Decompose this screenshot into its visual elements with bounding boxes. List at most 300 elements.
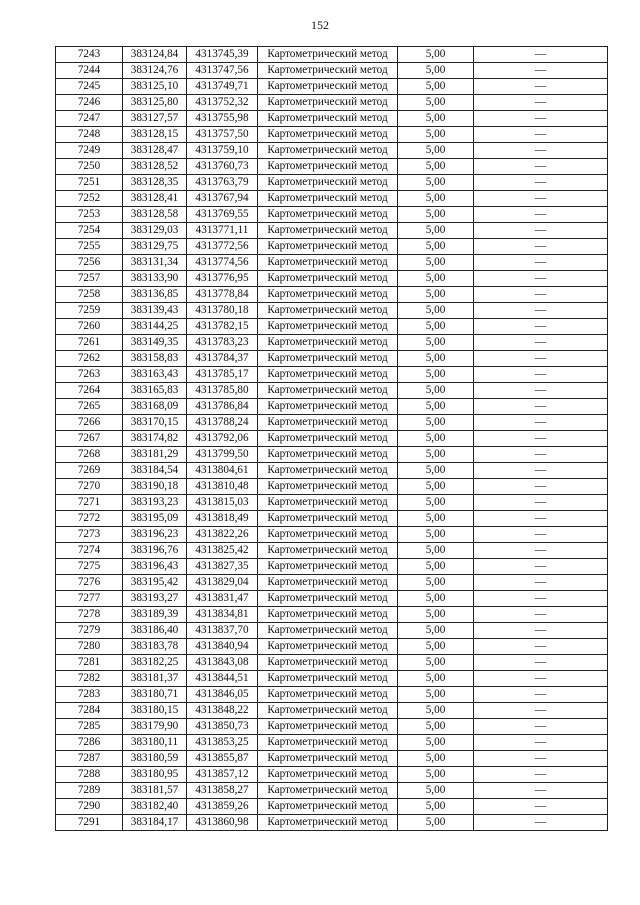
- x-coordinate-cell: 383128,35: [123, 175, 187, 191]
- note-cell: —: [474, 799, 608, 815]
- table-row: [56, 383, 608, 399]
- point-number-cell: 7260: [56, 319, 123, 335]
- x-coordinate-cell: 383136,85: [123, 287, 187, 303]
- note-cell: —: [474, 47, 608, 63]
- x-coordinate-cell: 383128,47: [123, 143, 187, 159]
- note-cell: —: [474, 255, 608, 271]
- note-cell: —: [474, 735, 608, 751]
- note-cell: —: [474, 63, 608, 79]
- y-coordinate-cell: 4313792,06: [187, 431, 258, 447]
- table-row: [56, 95, 608, 111]
- accuracy-cell: 5,00: [398, 463, 474, 479]
- y-coordinate-cell: 4313810,48: [187, 479, 258, 495]
- point-number-cell: 7248: [56, 127, 123, 143]
- method-cell: Картометрический метод: [258, 367, 398, 383]
- x-coordinate-cell: 383133,90: [123, 271, 187, 287]
- x-coordinate-cell: 383163,43: [123, 367, 187, 383]
- y-coordinate-cell: 4313745,39: [187, 47, 258, 63]
- x-coordinate-cell: 383168,09: [123, 399, 187, 415]
- point-number-cell: 7277: [56, 591, 123, 607]
- note-cell: —: [474, 287, 608, 303]
- method-cell: Картометрический метод: [258, 511, 398, 527]
- x-coordinate-cell: 383125,10: [123, 79, 187, 95]
- accuracy-cell: 5,00: [398, 63, 474, 79]
- x-coordinate-cell: 383129,75: [123, 239, 187, 255]
- accuracy-cell: 5,00: [398, 575, 474, 591]
- table-row: [56, 47, 608, 63]
- point-number-cell: 7257: [56, 271, 123, 287]
- point-number-cell: 7250: [56, 159, 123, 175]
- y-coordinate-cell: 4313760,73: [187, 159, 258, 175]
- y-coordinate-cell: 4313757,50: [187, 127, 258, 143]
- accuracy-cell: 5,00: [398, 95, 474, 111]
- table-row: [56, 415, 608, 431]
- y-coordinate-cell: 4313857,12: [187, 767, 258, 783]
- y-coordinate-cell: 4313853,25: [187, 735, 258, 751]
- x-coordinate-cell: 383184,17: [123, 815, 187, 831]
- method-cell: Картометрический метод: [258, 63, 398, 79]
- method-cell: Картометрический метод: [258, 655, 398, 671]
- y-coordinate-cell: 4313774,56: [187, 255, 258, 271]
- x-coordinate-cell: 383186,40: [123, 623, 187, 639]
- x-coordinate-cell: 383193,27: [123, 591, 187, 607]
- accuracy-cell: 5,00: [398, 319, 474, 335]
- table-row: [56, 623, 608, 639]
- accuracy-cell: 5,00: [398, 127, 474, 143]
- method-cell: Картометрический метод: [258, 447, 398, 463]
- accuracy-cell: 5,00: [398, 639, 474, 655]
- table-row: [56, 575, 608, 591]
- accuracy-cell: 5,00: [398, 159, 474, 175]
- accuracy-cell: 5,00: [398, 591, 474, 607]
- method-cell: Картометрический метод: [258, 79, 398, 95]
- note-cell: —: [474, 703, 608, 719]
- x-coordinate-cell: 383170,15: [123, 415, 187, 431]
- x-coordinate-cell: 383124,84: [123, 47, 187, 63]
- table-row: [56, 239, 608, 255]
- note-cell: —: [474, 367, 608, 383]
- method-cell: Картометрический метод: [258, 239, 398, 255]
- x-coordinate-cell: 383196,23: [123, 527, 187, 543]
- point-number-cell: 7268: [56, 447, 123, 463]
- point-number-cell: 7266: [56, 415, 123, 431]
- y-coordinate-cell: 4313755,98: [187, 111, 258, 127]
- method-cell: Картометрический метод: [258, 255, 398, 271]
- method-cell: Картометрический метод: [258, 623, 398, 639]
- table-row: [56, 479, 608, 495]
- point-number-cell: 7281: [56, 655, 123, 671]
- x-coordinate-cell: 383189,39: [123, 607, 187, 623]
- point-number-cell: 7271: [56, 495, 123, 511]
- note-cell: —: [474, 575, 608, 591]
- y-coordinate-cell: 4313860,98: [187, 815, 258, 831]
- method-cell: Картометрический метод: [258, 783, 398, 799]
- method-cell: Картометрический метод: [258, 671, 398, 687]
- accuracy-cell: 5,00: [398, 527, 474, 543]
- x-coordinate-cell: 383129,03: [123, 223, 187, 239]
- table-row: [56, 495, 608, 511]
- y-coordinate-cell: 4313749,71: [187, 79, 258, 95]
- accuracy-cell: 5,00: [398, 687, 474, 703]
- point-number-cell: 7255: [56, 239, 123, 255]
- table-row: [56, 111, 608, 127]
- table-row: [56, 527, 608, 543]
- table-row: [56, 815, 608, 831]
- x-coordinate-cell: 383182,25: [123, 655, 187, 671]
- method-cell: Картометрический метод: [258, 111, 398, 127]
- point-number-cell: 7263: [56, 367, 123, 383]
- y-coordinate-cell: 4313772,56: [187, 239, 258, 255]
- x-coordinate-cell: 383196,76: [123, 543, 187, 559]
- table-row: [56, 143, 608, 159]
- method-cell: Картометрический метод: [258, 415, 398, 431]
- method-cell: Картометрический метод: [258, 527, 398, 543]
- note-cell: —: [474, 783, 608, 799]
- note-cell: —: [474, 751, 608, 767]
- table-row: [56, 191, 608, 207]
- method-cell: Картометрический метод: [258, 335, 398, 351]
- y-coordinate-cell: 4313804,61: [187, 463, 258, 479]
- table-row: [56, 735, 608, 751]
- y-coordinate-cell: 4313850,73: [187, 719, 258, 735]
- x-coordinate-cell: 383193,23: [123, 495, 187, 511]
- accuracy-cell: 5,00: [398, 383, 474, 399]
- method-cell: Картометрический метод: [258, 815, 398, 831]
- table-row: [56, 367, 608, 383]
- table-row: [56, 687, 608, 703]
- x-coordinate-cell: 383128,15: [123, 127, 187, 143]
- point-number-cell: 7279: [56, 623, 123, 639]
- y-coordinate-cell: 4313818,49: [187, 511, 258, 527]
- x-coordinate-cell: 383183,78: [123, 639, 187, 655]
- note-cell: —: [474, 543, 608, 559]
- table-row: [56, 351, 608, 367]
- accuracy-cell: 5,00: [398, 175, 474, 191]
- note-cell: —: [474, 335, 608, 351]
- accuracy-cell: 5,00: [398, 751, 474, 767]
- note-cell: —: [474, 175, 608, 191]
- note-cell: —: [474, 159, 608, 175]
- accuracy-cell: 5,00: [398, 671, 474, 687]
- table-row: [56, 751, 608, 767]
- method-cell: Картометрический метод: [258, 543, 398, 559]
- x-coordinate-cell: 383181,37: [123, 671, 187, 687]
- point-number-cell: 7253: [56, 207, 123, 223]
- table-row: [56, 607, 608, 623]
- point-number-cell: 7274: [56, 543, 123, 559]
- method-cell: Картометрический метод: [258, 751, 398, 767]
- x-coordinate-cell: 383128,58: [123, 207, 187, 223]
- table-row: [56, 303, 608, 319]
- y-coordinate-cell: 4313837,70: [187, 623, 258, 639]
- accuracy-cell: 5,00: [398, 447, 474, 463]
- accuracy-cell: 5,00: [398, 239, 474, 255]
- point-number-cell: 7259: [56, 303, 123, 319]
- note-cell: —: [474, 143, 608, 159]
- table-row: [56, 223, 608, 239]
- table-row: [56, 287, 608, 303]
- y-coordinate-cell: 4313785,17: [187, 367, 258, 383]
- table-row: [56, 79, 608, 95]
- method-cell: Картометрический метод: [258, 159, 398, 175]
- method-cell: Картометрический метод: [258, 399, 398, 415]
- accuracy-cell: 5,00: [398, 767, 474, 783]
- note-cell: —: [474, 639, 608, 655]
- y-coordinate-cell: 4313767,94: [187, 191, 258, 207]
- point-number-cell: 7270: [56, 479, 123, 495]
- table-row: [56, 463, 608, 479]
- note-cell: —: [474, 479, 608, 495]
- method-cell: Картометрический метод: [258, 607, 398, 623]
- point-number-cell: 7285: [56, 719, 123, 735]
- accuracy-cell: 5,00: [398, 207, 474, 223]
- note-cell: —: [474, 719, 608, 735]
- point-number-cell: 7288: [56, 767, 123, 783]
- point-number-cell: 7280: [56, 639, 123, 655]
- x-coordinate-cell: 383180,59: [123, 751, 187, 767]
- x-coordinate-cell: 383195,09: [123, 511, 187, 527]
- y-coordinate-cell: 4313776,95: [187, 271, 258, 287]
- note-cell: —: [474, 655, 608, 671]
- table-row: [56, 319, 608, 335]
- point-number-cell: 7244: [56, 63, 123, 79]
- method-cell: Картометрический метод: [258, 143, 398, 159]
- note-cell: —: [474, 527, 608, 543]
- x-coordinate-cell: 383165,83: [123, 383, 187, 399]
- x-coordinate-cell: 383190,18: [123, 479, 187, 495]
- method-cell: Картометрический метод: [258, 175, 398, 191]
- accuracy-cell: 5,00: [398, 511, 474, 527]
- y-coordinate-cell: 4313769,55: [187, 207, 258, 223]
- y-coordinate-cell: 4313844,51: [187, 671, 258, 687]
- point-number-cell: 7254: [56, 223, 123, 239]
- point-number-cell: 7282: [56, 671, 123, 687]
- note-cell: —: [474, 239, 608, 255]
- accuracy-cell: 5,00: [398, 799, 474, 815]
- table-row: [56, 655, 608, 671]
- method-cell: Картометрический метод: [258, 719, 398, 735]
- point-number-cell: 7269: [56, 463, 123, 479]
- method-cell: Картометрический метод: [258, 207, 398, 223]
- accuracy-cell: 5,00: [398, 79, 474, 95]
- table-row: [56, 591, 608, 607]
- table-row: [56, 207, 608, 223]
- y-coordinate-cell: 4313788,24: [187, 415, 258, 431]
- y-coordinate-cell: 4313825,42: [187, 543, 258, 559]
- method-cell: Картометрический метод: [258, 463, 398, 479]
- y-coordinate-cell: 4313859,26: [187, 799, 258, 815]
- accuracy-cell: 5,00: [398, 415, 474, 431]
- note-cell: —: [474, 495, 608, 511]
- method-cell: Картометрический метод: [258, 47, 398, 63]
- table-row: [56, 719, 608, 735]
- table-row: [56, 671, 608, 687]
- accuracy-cell: 5,00: [398, 719, 474, 735]
- point-number-cell: 7256: [56, 255, 123, 271]
- method-cell: Картометрический метод: [258, 495, 398, 511]
- table-row: [56, 559, 608, 575]
- y-coordinate-cell: 4313827,35: [187, 559, 258, 575]
- point-number-cell: 7291: [56, 815, 123, 831]
- x-coordinate-cell: 383182,40: [123, 799, 187, 815]
- y-coordinate-cell: 4313752,32: [187, 95, 258, 111]
- note-cell: —: [474, 223, 608, 239]
- x-coordinate-cell: 383128,41: [123, 191, 187, 207]
- accuracy-cell: 5,00: [398, 223, 474, 239]
- point-number-cell: 7252: [56, 191, 123, 207]
- y-coordinate-cell: 4313780,18: [187, 303, 258, 319]
- point-number-cell: 7272: [56, 511, 123, 527]
- y-coordinate-cell: 4313822,26: [187, 527, 258, 543]
- method-cell: Картометрический метод: [258, 191, 398, 207]
- x-coordinate-cell: 383131,34: [123, 255, 187, 271]
- method-cell: Картометрический метод: [258, 271, 398, 287]
- accuracy-cell: 5,00: [398, 255, 474, 271]
- table-row: [56, 431, 608, 447]
- note-cell: —: [474, 671, 608, 687]
- y-coordinate-cell: 4313848,22: [187, 703, 258, 719]
- x-coordinate-cell: 383158,83: [123, 351, 187, 367]
- x-coordinate-cell: 383179,90: [123, 719, 187, 735]
- x-coordinate-cell: 383195,42: [123, 575, 187, 591]
- y-coordinate-cell: 4313783,23: [187, 335, 258, 351]
- x-coordinate-cell: 383180,15: [123, 703, 187, 719]
- note-cell: —: [474, 767, 608, 783]
- note-cell: —: [474, 303, 608, 319]
- accuracy-cell: 5,00: [398, 783, 474, 799]
- point-number-cell: 7278: [56, 607, 123, 623]
- point-number-cell: 7273: [56, 527, 123, 543]
- y-coordinate-cell: 4313784,37: [187, 351, 258, 367]
- method-cell: Картометрический метод: [258, 223, 398, 239]
- x-coordinate-cell: 383144,25: [123, 319, 187, 335]
- accuracy-cell: 5,00: [398, 367, 474, 383]
- table-row: [56, 511, 608, 527]
- point-number-cell: 7265: [56, 399, 123, 415]
- method-cell: Картометрический метод: [258, 703, 398, 719]
- y-coordinate-cell: 4313778,84: [187, 287, 258, 303]
- method-cell: Картометрический метод: [258, 127, 398, 143]
- accuracy-cell: 5,00: [398, 815, 474, 831]
- method-cell: Картометрический метод: [258, 767, 398, 783]
- table-row: [56, 543, 608, 559]
- accuracy-cell: 5,00: [398, 607, 474, 623]
- method-cell: Картометрический метод: [258, 799, 398, 815]
- accuracy-cell: 5,00: [398, 335, 474, 351]
- point-number-cell: 7284: [56, 703, 123, 719]
- method-cell: Картометрический метод: [258, 303, 398, 319]
- x-coordinate-cell: 383124,76: [123, 63, 187, 79]
- accuracy-cell: 5,00: [398, 735, 474, 751]
- point-number-cell: 7251: [56, 175, 123, 191]
- y-coordinate-cell: 4313855,87: [187, 751, 258, 767]
- y-coordinate-cell: 4313843,08: [187, 655, 258, 671]
- table-row: [56, 447, 608, 463]
- method-cell: Картометрический метод: [258, 383, 398, 399]
- accuracy-cell: 5,00: [398, 623, 474, 639]
- note-cell: —: [474, 431, 608, 447]
- method-cell: Картометрический метод: [258, 575, 398, 591]
- x-coordinate-cell: 383181,57: [123, 783, 187, 799]
- point-number-cell: 7290: [56, 799, 123, 815]
- accuracy-cell: 5,00: [398, 479, 474, 495]
- point-number-cell: 7249: [56, 143, 123, 159]
- accuracy-cell: 5,00: [398, 559, 474, 575]
- point-number-cell: 7289: [56, 783, 123, 799]
- table-row: [56, 63, 608, 79]
- x-coordinate-cell: 383196,43: [123, 559, 187, 575]
- method-cell: Картометрический метод: [258, 351, 398, 367]
- x-coordinate-cell: 383181,29: [123, 447, 187, 463]
- x-coordinate-cell: 383127,57: [123, 111, 187, 127]
- point-number-cell: 7287: [56, 751, 123, 767]
- y-coordinate-cell: 4313763,79: [187, 175, 258, 191]
- accuracy-cell: 5,00: [398, 47, 474, 63]
- note-cell: —: [474, 207, 608, 223]
- table-row: [56, 783, 608, 799]
- y-coordinate-cell: 4313831,47: [187, 591, 258, 607]
- point-number-cell: 7261: [56, 335, 123, 351]
- accuracy-cell: 5,00: [398, 399, 474, 415]
- table-row: [56, 127, 608, 143]
- point-number-cell: 7258: [56, 287, 123, 303]
- note-cell: —: [474, 127, 608, 143]
- note-cell: —: [474, 607, 608, 623]
- accuracy-cell: 5,00: [398, 431, 474, 447]
- y-coordinate-cell: 4313782,15: [187, 319, 258, 335]
- y-coordinate-cell: 4313846,05: [187, 687, 258, 703]
- method-cell: Картометрический метод: [258, 319, 398, 335]
- x-coordinate-cell: 383128,52: [123, 159, 187, 175]
- method-cell: Картометрический метод: [258, 95, 398, 111]
- note-cell: —: [474, 271, 608, 287]
- point-number-cell: 7283: [56, 687, 123, 703]
- accuracy-cell: 5,00: [398, 351, 474, 367]
- accuracy-cell: 5,00: [398, 703, 474, 719]
- x-coordinate-cell: 383180,95: [123, 767, 187, 783]
- point-number-cell: 7243: [56, 47, 123, 63]
- point-number-cell: 7267: [56, 431, 123, 447]
- accuracy-cell: 5,00: [398, 111, 474, 127]
- method-cell: Картометрический метод: [258, 687, 398, 703]
- note-cell: —: [474, 687, 608, 703]
- note-cell: —: [474, 111, 608, 127]
- x-coordinate-cell: 383139,43: [123, 303, 187, 319]
- accuracy-cell: 5,00: [398, 271, 474, 287]
- y-coordinate-cell: 4313815,03: [187, 495, 258, 511]
- y-coordinate-cell: 4313829,04: [187, 575, 258, 591]
- y-coordinate-cell: 4313834,81: [187, 607, 258, 623]
- point-number-cell: 7286: [56, 735, 123, 751]
- note-cell: —: [474, 415, 608, 431]
- x-coordinate-cell: 383180,11: [123, 735, 187, 751]
- point-number-cell: 7275: [56, 559, 123, 575]
- method-cell: Картометрический метод: [258, 735, 398, 751]
- method-cell: Картометрический метод: [258, 591, 398, 607]
- point-number-cell: 7247: [56, 111, 123, 127]
- point-number-cell: 7276: [56, 575, 123, 591]
- method-cell: Картометрический метод: [258, 639, 398, 655]
- point-number-cell: 7264: [56, 383, 123, 399]
- note-cell: —: [474, 319, 608, 335]
- x-coordinate-cell: 383180,71: [123, 687, 187, 703]
- note-cell: —: [474, 511, 608, 527]
- point-number-cell: 7262: [56, 351, 123, 367]
- accuracy-cell: 5,00: [398, 287, 474, 303]
- note-cell: —: [474, 351, 608, 367]
- note-cell: —: [474, 591, 608, 607]
- note-cell: —: [474, 559, 608, 575]
